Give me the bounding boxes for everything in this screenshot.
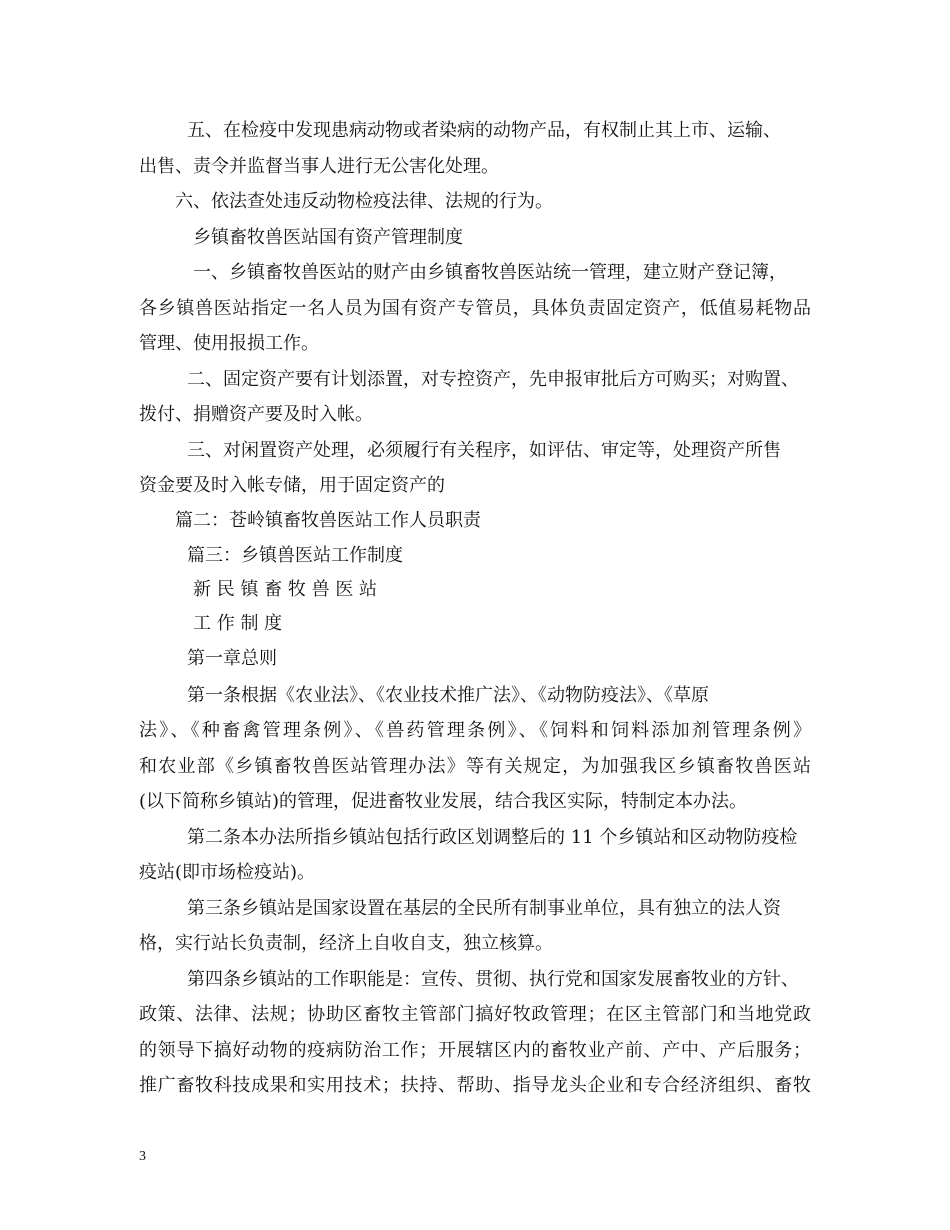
paragraph-line: 法》、《种畜禽管理条例》、《兽药管理条例》、《饲料和饲料添加剂管理条例》 [139,720,811,741]
paragraph-line: 第二条本办法所指乡镇站包括行政区划调整后的 11 个乡镇站和区动物防疫检 [187,827,798,848]
page-number: 3 [139,1149,146,1164]
paragraph-line: 管理、使用报损工作。 [139,333,319,354]
paragraph-line: 六、依法查处违反动物检疫法律、法规的行为。 [175,191,553,212]
paragraph-line: 格，实行站长负责制，经济上自收自支，独立核算。 [139,933,553,954]
paragraph-line: 第一条根据《农业法》、《农业技术推广法》、《动物防疫法》、《草原 [187,685,709,706]
section-heading: 乡镇畜牧兽医站国有资产管理制度 [193,227,463,248]
paragraph-line: 出售、责令并监督当事人进行无公害化处理。 [139,156,499,177]
paragraph-line: 政策、法律、法规；协助区畜牧主管部门搞好牧政管理；在区主管部门和当地党政 [139,1004,811,1025]
paragraph-line: 二、固定资产要有计划添置，对专控资产，先申报审批后方可购买；对购置、 [187,369,799,390]
paragraph-line: 疫站(即市场检疫站)。 [139,862,316,883]
paragraph-line: 第四条乡镇站的工作职能是：宣传、贯彻、执行党和国家发展畜牧业的方针、 [187,969,799,990]
section-heading: 篇三：乡镇兽医站工作制度 [187,545,403,566]
paragraph-line: 各乡镇兽医站指定一名人员为国有资产专管员，具体负责固定资产，低值易耗物品 [139,298,811,319]
paragraph-line: 第三条乡镇站是国家设置在基层的全民所有制事业单位，具有独立的法人资 [187,898,781,919]
paragraph-line: 一、乡镇畜牧兽医站的财产由乡镇畜牧兽医站统一管理，建立财产登记簿， [193,262,787,283]
paragraph-line: 推广畜牧科技成果和实用技术；扶持、帮助、指导龙头企业和专合经济组织、畜牧 [139,1075,811,1096]
paragraph-line: 拨付、捐赠资产要及时入帐。 [139,404,373,425]
paragraph-line: (以下简称乡镇站)的管理，促进畜牧业发展，结合我区实际，特制定本办法。 [139,791,748,812]
document-title: 新 民 镇 畜 牧 兽 医 站 [193,579,378,600]
paragraph-line: 五、在检疫中发现患病动物或者染病的动物产品，有权制止其上市、运输、 [187,120,781,141]
document-title: 工 作 制 度 [193,613,283,634]
paragraph-line: 资金要及时入帐专储，用于固定资产的 [139,475,445,496]
paragraph-line: 和农业部《乡镇畜牧兽医站管理办法》等有关规定，为加强我区乡镇畜牧兽医站 [139,756,811,777]
chapter-heading: 第一章总则 [187,648,277,669]
paragraph-line: 的领导下搞好动物的疫病防治工作；开展辖区内的畜牧业产前、产中、产后服务； [139,1040,811,1061]
paragraph-line: 三、对闲置资产处理，必须履行有关程序，如评估、审定等，处理资产所售 [187,440,781,461]
section-heading: 篇二：苍岭镇畜牧兽医站工作人员职责 [175,510,481,531]
